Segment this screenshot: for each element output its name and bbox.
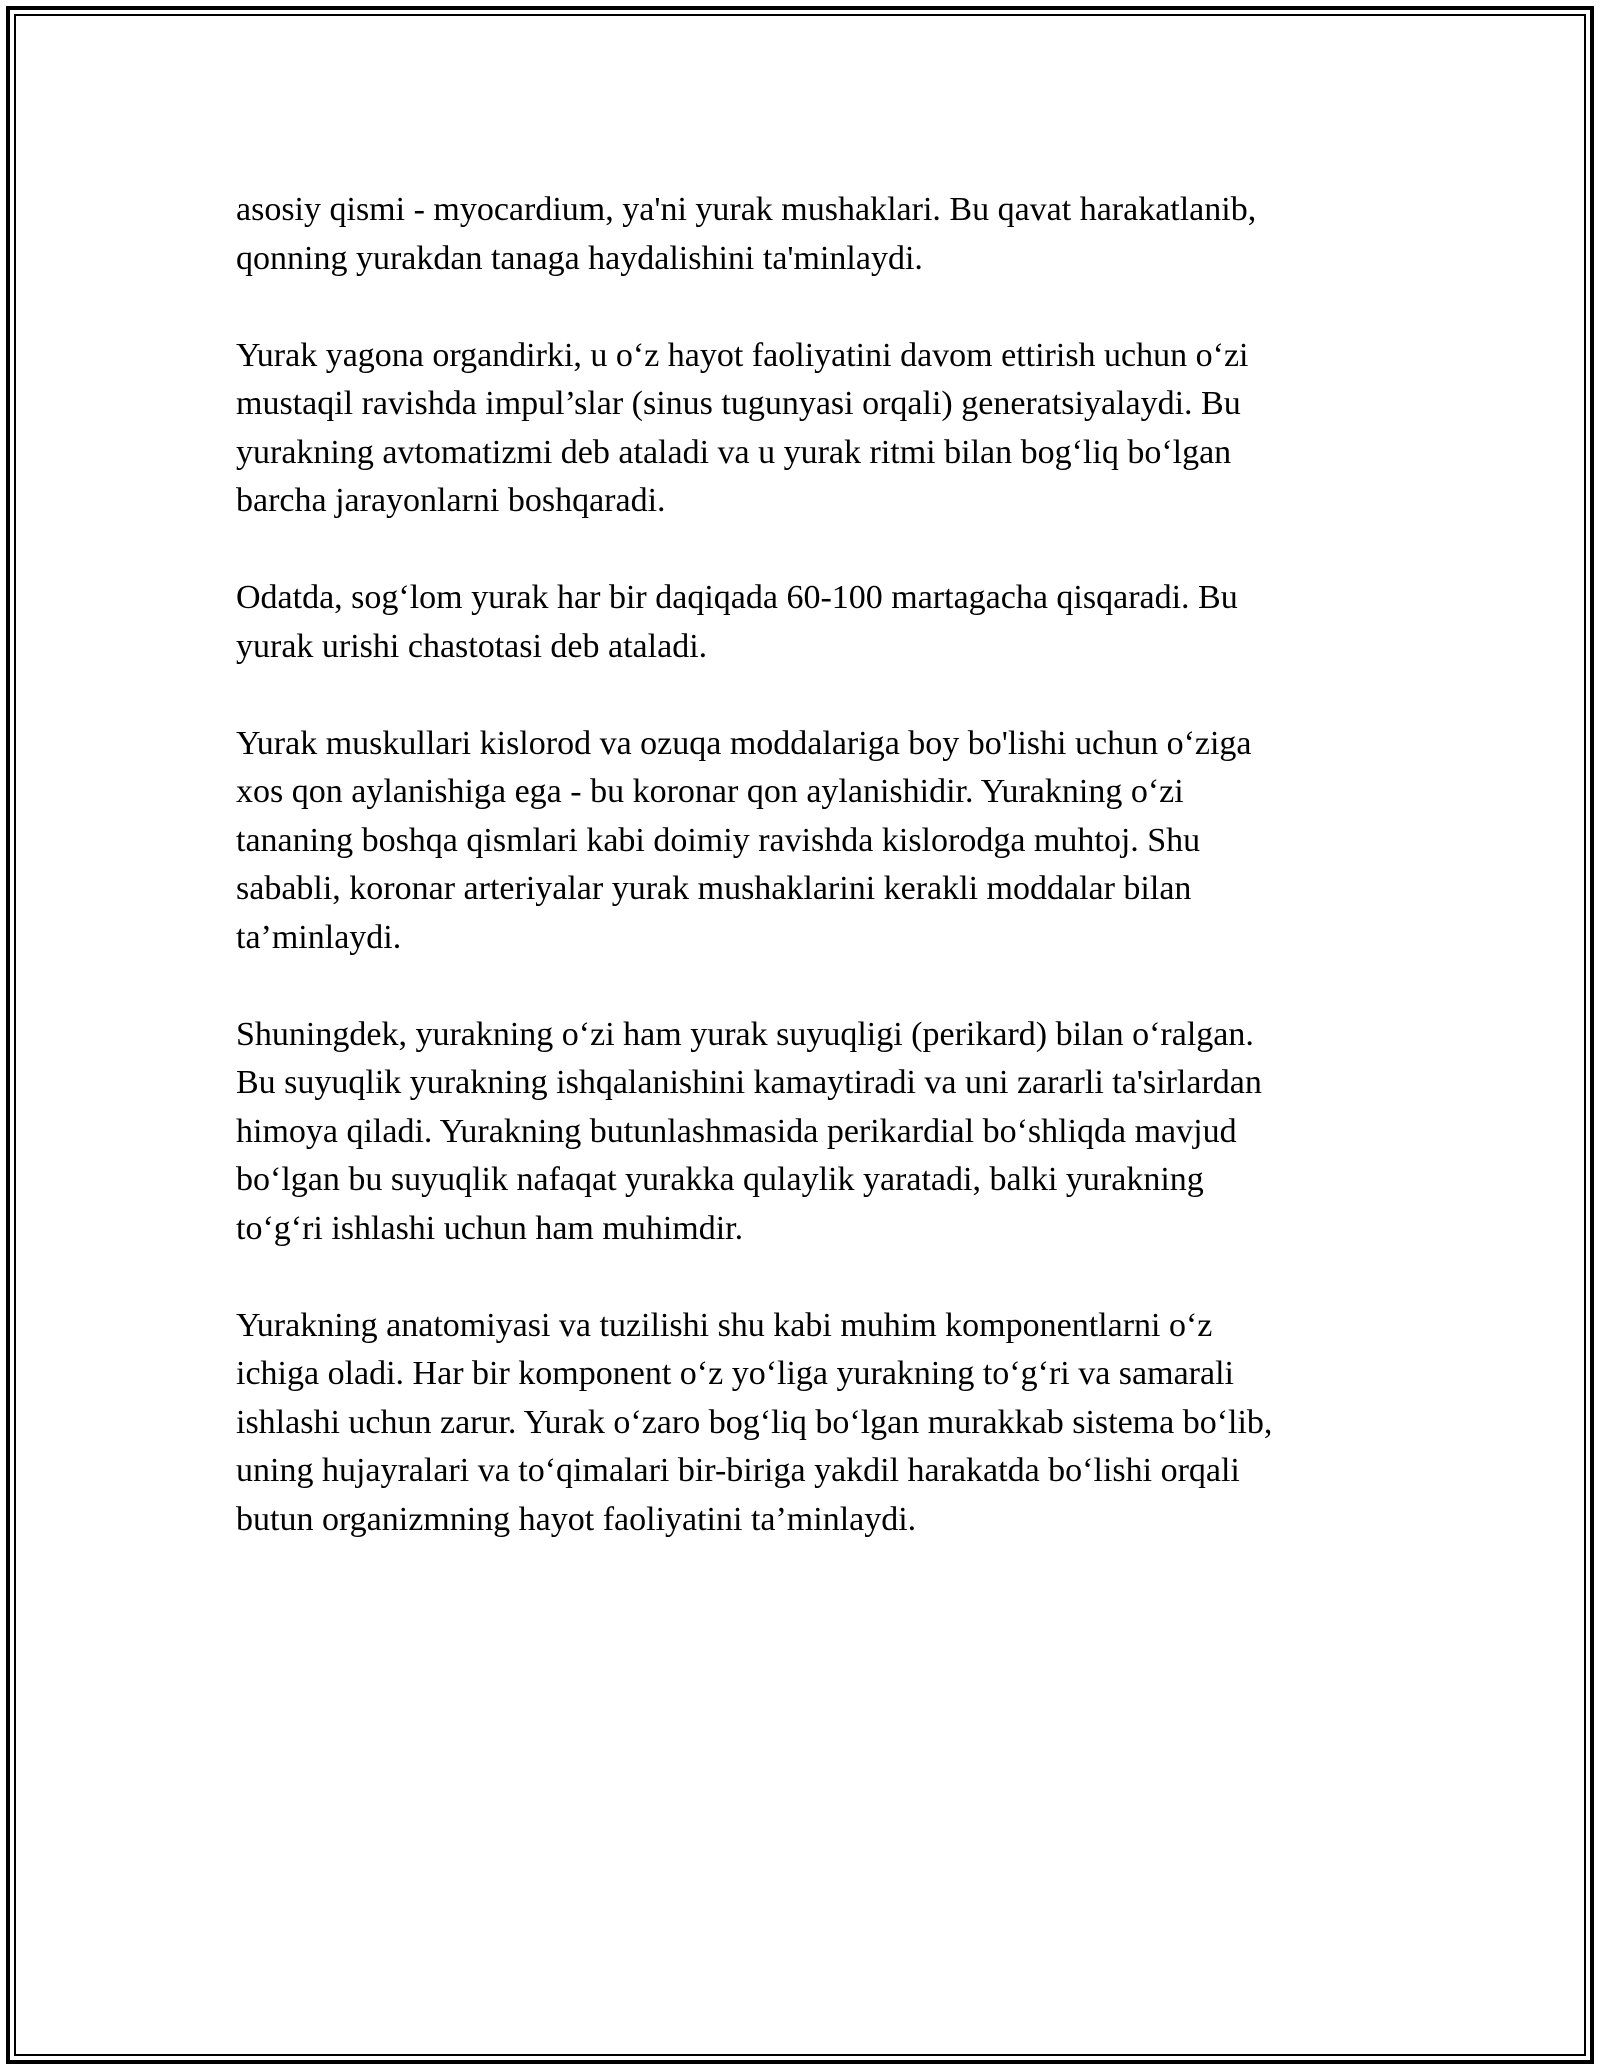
text-line: ishlashi uchun zarur. Yurak o‘zaro bog‘liq bo‘lgan murakkab sistema bo‘lib,	[236, 1403, 1273, 1441]
text-line: barcha jarayonlarni boshqaradi.	[236, 482, 666, 519]
text-line: bo‘lgan bu suyuqlik nafaqat yurakka qulaylik yaratadi, balki yurakning	[236, 1161, 1204, 1198]
text-line: butun organizmning hayot faoliyatini ta’minlaydi.	[236, 1500, 917, 1538]
text-line: uning hujayralari va to‘qimalari bir-biriga yakdil harakatda bo‘lishi orqali	[236, 1452, 1240, 1489]
paragraph-anatomy-summary	[236, 1302, 1366, 1545]
text-line: yurak urishi chastotasi deb ataladi.	[236, 627, 708, 665]
paragraph-heart-rate	[236, 574, 1366, 671]
paragraph-pericardium	[236, 1011, 1366, 1254]
text-line: himoya qiladi. Yurakning butunlashmasida perikardial bo‘shliqda mavjud	[236, 1112, 1237, 1150]
text-line: xos qon aylanishiga ega - bu koronar qon aylanishidir. Yurakning o‘zi	[236, 773, 1184, 810]
text-line: Yurak muskullari kislorod va ozuqa moddalariga boy bo'lishi uchun o‘ziga	[236, 724, 1252, 762]
text-line: Shuningdek, yurakning o‘zi ham yurak suyuqligi (perikard) bilan o‘ralgan.	[236, 1015, 1254, 1053]
paragraph-myocardium	[236, 186, 1366, 283]
text-line: qonning yurakdan tanaga haydalishini ta'minlaydi.	[236, 239, 923, 277]
text-line: Yurakning anatomiyasi va tuzilishi shu kabi muhim komponentlarni o‘z	[236, 1306, 1213, 1344]
text-line: ta’minlaydi.	[236, 918, 402, 956]
text-line: yurakning avtomatizmi deb ataladi va u yurak ritmi bilan bog‘liq bo‘lgan	[236, 433, 1232, 471]
text-line: asosiy qismi - myocardium, ya'ni yurak mushaklari. Bu qavat harakatlanib,	[236, 191, 1257, 228]
text-line: ichiga oladi. Har bir komponent o‘z yo‘liga yurakning to‘g‘ri va samarali	[236, 1355, 1234, 1392]
text-line: Odatda, sog‘lom yurak har bir daqiqada 60-100 martagacha qisqaradi. Bu	[236, 579, 1238, 616]
text-line: Yurak yagona organdirki, u o‘z hayot faoliyatini davom ettirish uchun o‘zi	[236, 336, 1249, 374]
text-line: to‘g‘ri ishlashi uchun ham muhimdir.	[236, 1209, 744, 1247]
text-line: tananing boshqa qismlari kabi doimiy ravishda kislorodga muhtoj. Shu	[236, 821, 1201, 859]
text-line: sababli, koronar arteriyalar yurak mushaklarini kerakli moddalar bilan	[236, 870, 1192, 907]
paragraph-automatism	[236, 332, 1366, 526]
text-line: mustaqil ravishda impul’slar (sinus tugunyasi orqali) generatsiyalaydi. Bu	[236, 385, 1241, 422]
document-body	[236, 186, 1366, 1593]
text-line: Bu suyuqlik yurakning ishqalanishini kamaytiradi va uni zararli ta'sirlardan	[236, 1064, 1262, 1101]
paragraph-coronary-circulation	[236, 720, 1366, 963]
